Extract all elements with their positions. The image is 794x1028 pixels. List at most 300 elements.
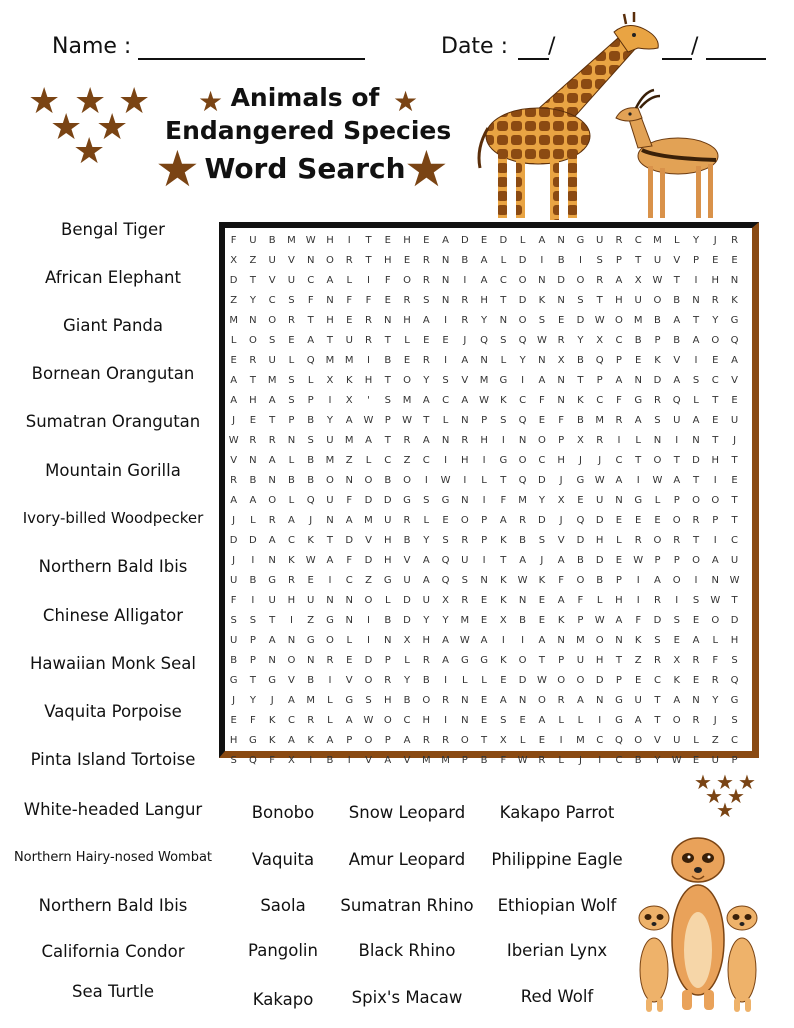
grid-letter[interactable]: A	[384, 754, 392, 766]
grid-letter[interactable]: P	[481, 514, 488, 526]
grid-letter[interactable]: O	[460, 514, 469, 526]
grid-letter[interactable]: I	[463, 474, 467, 486]
grid-letter[interactable]: P	[384, 414, 391, 426]
grid-letter[interactable]: I	[328, 674, 332, 686]
grid-letter[interactable]: K	[673, 674, 681, 686]
grid-letter[interactable]: R	[634, 534, 642, 546]
grid-letter[interactable]: H	[595, 534, 604, 546]
grid-letter[interactable]: Z	[711, 734, 719, 746]
grid-letter[interactable]: O	[383, 714, 392, 726]
grid-letter[interactable]: O	[653, 534, 662, 546]
grid-letter[interactable]: B	[576, 554, 584, 566]
grid-letter[interactable]: I	[251, 554, 255, 566]
grid-letter[interactable]: A	[634, 714, 642, 726]
grid-letter[interactable]: I	[367, 354, 370, 366]
grid-letter[interactable]: K	[307, 734, 314, 746]
grid-letter[interactable]: M	[441, 754, 450, 766]
grid-letter[interactable]: U	[576, 654, 585, 666]
grid-letter[interactable]: I	[636, 594, 640, 606]
grid-letter[interactable]: D	[518, 674, 527, 686]
grid-letter[interactable]: S	[230, 614, 237, 626]
grid-letter[interactable]: E	[230, 354, 237, 366]
grid-letter[interactable]: M	[595, 414, 604, 426]
grid-letter[interactable]: Y	[423, 534, 430, 546]
grid-letter[interactable]: A	[230, 394, 238, 406]
grid-letter[interactable]: A	[673, 694, 681, 706]
grid-letter[interactable]: Z	[365, 574, 372, 586]
grid-letter[interactable]: Q	[595, 354, 604, 366]
grid-letter[interactable]: B	[557, 254, 565, 266]
grid-letter[interactable]: L	[384, 594, 391, 606]
grid-letter[interactable]: R	[442, 734, 450, 746]
grid-letter[interactable]: R	[287, 314, 295, 326]
grid-letter[interactable]: O	[460, 734, 469, 746]
grid-letter[interactable]: R	[461, 294, 469, 306]
grid-letter[interactable]: F	[500, 494, 507, 506]
grid-letter[interactable]: Y	[249, 694, 256, 706]
grid-letter[interactable]: G	[480, 654, 488, 666]
grid-letter[interactable]: Q	[248, 754, 257, 766]
grid-letter[interactable]: O	[268, 314, 277, 326]
grid-letter[interactable]: B	[634, 754, 642, 766]
grid-letter[interactable]: A	[326, 274, 334, 286]
grid-letter[interactable]: A	[499, 694, 507, 706]
grid-letter[interactable]: R	[403, 514, 411, 526]
grid-letter[interactable]: H	[422, 714, 431, 726]
grid-letter[interactable]: H	[711, 454, 720, 466]
grid-letter[interactable]: I	[694, 354, 698, 366]
grid-letter[interactable]: L	[365, 454, 372, 466]
grid-letter[interactable]: F	[384, 274, 391, 286]
grid-letter[interactable]: O	[422, 694, 431, 706]
grid-letter[interactable]: J	[733, 434, 737, 446]
grid-letter[interactable]: E	[654, 514, 661, 526]
grid-letter[interactable]: L	[481, 674, 487, 686]
grid-letter[interactable]: R	[461, 594, 469, 606]
grid-letter[interactable]: T	[384, 374, 391, 386]
grid-letter[interactable]: W	[536, 334, 547, 346]
grid-letter[interactable]: K	[307, 534, 314, 546]
grid-letter[interactable]: A	[288, 694, 295, 706]
grid-letter[interactable]: A	[422, 394, 430, 406]
grid-letter[interactable]: Y	[692, 234, 700, 246]
grid-letter[interactable]: B	[249, 574, 257, 586]
grid-letter[interactable]: P	[249, 634, 256, 646]
grid-letter[interactable]: F	[558, 414, 565, 426]
grid-letter[interactable]: D	[653, 374, 662, 386]
grid-letter[interactable]: P	[461, 754, 468, 766]
grid-letter[interactable]: L	[307, 374, 314, 386]
grid-letter[interactable]: E	[307, 574, 314, 586]
grid-letter[interactable]: L	[519, 734, 526, 746]
grid-letter[interactable]: L	[288, 354, 295, 366]
grid-letter[interactable]: J	[309, 514, 313, 526]
grid-letter[interactable]: R	[326, 654, 334, 666]
grid-letter[interactable]: T	[500, 294, 507, 306]
grid-letter[interactable]: C	[422, 454, 430, 466]
grid-letter[interactable]: R	[654, 654, 661, 666]
grid-letter[interactable]: Q	[615, 734, 623, 746]
grid-letter[interactable]: E	[423, 334, 430, 346]
grid-letter[interactable]: U	[249, 234, 257, 246]
grid-letter[interactable]: I	[309, 754, 313, 766]
grid-letter[interactable]: D	[692, 454, 700, 466]
grid-letter[interactable]: P	[615, 254, 622, 266]
grid-letter[interactable]: G	[229, 674, 238, 686]
grid-letter[interactable]: A	[307, 334, 315, 346]
grid-letter[interactable]: R	[249, 354, 257, 366]
grid-letter[interactable]: I	[501, 434, 505, 446]
grid-letter[interactable]: K	[731, 294, 738, 306]
grid-letter[interactable]: I	[675, 434, 679, 446]
grid-letter[interactable]: L	[327, 694, 333, 706]
grid-letter[interactable]: I	[482, 454, 486, 466]
grid-letter[interactable]: P	[615, 674, 622, 686]
grid-letter[interactable]: R	[538, 754, 546, 766]
grid-letter[interactable]: J	[559, 514, 563, 526]
grid-letter[interactable]: U	[673, 734, 681, 746]
grid-letter[interactable]: N	[557, 234, 565, 246]
grid-letter[interactable]: N	[287, 434, 296, 446]
grid-letter[interactable]: A	[345, 514, 353, 526]
grid-letter[interactable]: C	[287, 714, 295, 726]
grid-letter[interactable]: Y	[577, 334, 584, 346]
grid-letter[interactable]: U	[268, 354, 276, 366]
grid-letter[interactable]: E	[442, 334, 449, 346]
grid-letter[interactable]: D	[229, 534, 238, 546]
grid-letter[interactable]: L	[288, 454, 295, 466]
grid-letter[interactable]: P	[712, 514, 719, 526]
grid-letter[interactable]: T	[731, 454, 738, 466]
grid-letter[interactable]: R	[461, 434, 469, 446]
grid-letter[interactable]: E	[615, 514, 623, 526]
grid-letter[interactable]: J	[578, 454, 582, 466]
grid-letter[interactable]: M	[653, 234, 662, 246]
grid-letter[interactable]: N	[518, 594, 527, 606]
grid-letter[interactable]: L	[442, 414, 449, 426]
grid-letter[interactable]: Q	[441, 574, 450, 586]
grid-letter[interactable]: J	[463, 334, 467, 346]
grid-letter[interactable]: V	[288, 254, 295, 266]
grid-letter[interactable]: J	[713, 234, 717, 246]
grid-letter[interactable]: U	[730, 414, 739, 426]
grid-letter[interactable]: T	[326, 534, 334, 546]
grid-letter[interactable]: S	[500, 714, 507, 726]
grid-letter[interactable]: Y	[249, 294, 256, 306]
grid-letter[interactable]: J	[232, 514, 236, 526]
grid-letter[interactable]: N	[692, 434, 700, 446]
grid-letter[interactable]: I	[521, 634, 525, 646]
grid-letter[interactable]: I	[598, 754, 602, 766]
grid-letter[interactable]: R	[461, 534, 469, 546]
grid-letter[interactable]: T	[731, 494, 738, 506]
grid-letter[interactable]: M	[287, 234, 296, 246]
grid-letter[interactable]: S	[538, 534, 546, 546]
grid-letter[interactable]: L	[404, 334, 410, 346]
grid-letter[interactable]: B	[654, 314, 661, 326]
grid-letter[interactable]: H	[403, 234, 411, 246]
grid-letter[interactable]: G	[460, 654, 469, 666]
grid-letter[interactable]: U	[326, 494, 334, 506]
grid-letter[interactable]: I	[367, 614, 370, 626]
grid-letter[interactable]: M	[479, 374, 489, 386]
grid-letter[interactable]: V	[673, 254, 681, 266]
grid-letter[interactable]: S	[692, 374, 700, 386]
grid-letter[interactable]: N	[441, 274, 450, 286]
grid-letter[interactable]: E	[480, 594, 488, 606]
grid-letter[interactable]: N	[615, 634, 623, 646]
grid-letter[interactable]: T	[538, 654, 545, 666]
grid-letter[interactable]: O	[537, 694, 546, 706]
grid-letter[interactable]: N	[384, 314, 392, 326]
grid-letter[interactable]: S	[731, 654, 738, 666]
grid-letter[interactable]: P	[249, 654, 256, 666]
grid-letter[interactable]: H	[461, 454, 469, 466]
grid-letter[interactable]: Y	[538, 494, 545, 506]
grid-letter[interactable]: G	[634, 394, 643, 406]
grid-letter[interactable]: A	[692, 634, 700, 646]
grid-letter[interactable]: I	[347, 754, 351, 766]
grid-letter[interactable]: M	[402, 394, 412, 406]
grid-letter[interactable]: Q	[730, 674, 739, 686]
grid-letter[interactable]: A	[692, 334, 700, 346]
grid-letter[interactable]: W	[305, 234, 316, 246]
grid-letter[interactable]: R	[422, 254, 430, 266]
grid-letter[interactable]: Q	[518, 334, 527, 346]
grid-letter[interactable]: T	[384, 434, 391, 446]
grid-letter[interactable]: V	[288, 674, 295, 686]
grid-letter[interactable]: Y	[326, 414, 334, 426]
grid-letter[interactable]: W	[536, 674, 547, 686]
grid-letter[interactable]: Z	[249, 254, 257, 266]
grid-letter[interactable]: N	[557, 374, 565, 386]
grid-letter[interactable]: K	[268, 734, 276, 746]
grid-letter[interactable]: P	[307, 394, 314, 406]
grid-letter[interactable]: T	[712, 434, 719, 446]
grid-letter[interactable]: U	[596, 234, 604, 246]
grid-letter[interactable]: R	[711, 674, 719, 686]
grid-letter[interactable]: M	[306, 694, 316, 706]
grid-letter[interactable]: S	[692, 594, 700, 606]
grid-letter[interactable]: A	[673, 474, 681, 486]
grid-letter[interactable]: N	[268, 554, 276, 566]
grid-letter[interactable]: H	[557, 454, 565, 466]
grid-letter[interactable]: W	[517, 754, 528, 766]
grid-letter[interactable]: D	[364, 654, 373, 666]
grid-letter[interactable]: A	[268, 454, 276, 466]
grid-letter[interactable]: P	[384, 734, 391, 746]
grid-letter[interactable]: E	[692, 754, 700, 766]
grid-letter[interactable]: T	[596, 294, 603, 306]
grid-letter[interactable]: U	[634, 294, 642, 306]
grid-letter[interactable]: O	[364, 474, 373, 486]
grid-letter[interactable]: E	[731, 254, 738, 266]
grid-letter[interactable]: I	[367, 634, 370, 646]
grid-letter[interactable]: T	[635, 254, 642, 266]
grid-letter[interactable]: K	[500, 534, 507, 546]
grid-letter[interactable]: P	[481, 414, 488, 426]
grid-letter[interactable]: A	[557, 554, 565, 566]
grid-letter[interactable]: H	[615, 294, 623, 306]
grid-letter[interactable]: Q	[730, 334, 739, 346]
grid-letter[interactable]: R	[557, 694, 565, 706]
grid-letter[interactable]: U	[268, 594, 276, 606]
grid-letter[interactable]: P	[558, 434, 565, 446]
grid-letter[interactable]: E	[635, 674, 642, 686]
grid-letter[interactable]: H	[615, 594, 623, 606]
grid-letter[interactable]: H	[249, 394, 257, 406]
grid-letter[interactable]: S	[577, 294, 584, 306]
grid-letter[interactable]: A	[499, 514, 507, 526]
grid-letter[interactable]: I	[521, 374, 525, 386]
grid-letter[interactable]: S	[596, 254, 603, 266]
grid-letter[interactable]: R	[422, 654, 430, 666]
grid-letter[interactable]: F	[346, 494, 353, 506]
grid-letter[interactable]: A	[480, 274, 488, 286]
grid-letter[interactable]: C	[653, 674, 661, 686]
grid-letter[interactable]: A	[230, 374, 238, 386]
grid-letter[interactable]: V	[557, 534, 565, 546]
grid-letter[interactable]: G	[730, 314, 739, 326]
grid-letter[interactable]: E	[557, 314, 565, 326]
grid-letter[interactable]: H	[364, 374, 373, 386]
grid-letter[interactable]: U	[422, 594, 430, 606]
grid-letter[interactable]: L	[500, 354, 507, 366]
grid-letter[interactable]: T	[500, 474, 507, 486]
grid-letter[interactable]: X	[288, 754, 295, 766]
grid-letter[interactable]: T	[673, 454, 680, 466]
grid-letter[interactable]: H	[383, 554, 392, 566]
grid-letter[interactable]: J	[540, 554, 544, 566]
grid-letter[interactable]: A	[480, 254, 488, 266]
grid-letter[interactable]: G	[345, 694, 354, 706]
grid-letter[interactable]: E	[692, 674, 700, 686]
grid-letter[interactable]: O	[576, 674, 585, 686]
grid-letter[interactable]: V	[654, 734, 661, 746]
grid-letter[interactable]: N	[268, 654, 276, 666]
grid-letter[interactable]: A	[422, 554, 430, 566]
grid-letter[interactable]: A	[249, 494, 257, 506]
grid-letter[interactable]: V	[268, 274, 276, 286]
grid-letter[interactable]: R	[287, 574, 295, 586]
grid-letter[interactable]: X	[673, 654, 681, 666]
grid-letter[interactable]: X	[345, 394, 353, 406]
grid-letter[interactable]: C	[499, 274, 507, 286]
grid-letter[interactable]: S	[461, 574, 468, 586]
grid-letter[interactable]: X	[442, 594, 449, 606]
grid-letter[interactable]: A	[345, 714, 353, 726]
grid-letter[interactable]: S	[249, 614, 257, 626]
grid-letter[interactable]: B	[422, 674, 430, 686]
grid-letter[interactable]: O	[634, 734, 643, 746]
grid-letter[interactable]: N	[461, 414, 469, 426]
grid-letter[interactable]: U	[229, 574, 238, 586]
grid-letter[interactable]: R	[422, 354, 430, 366]
grid-letter[interactable]: N	[326, 594, 334, 606]
grid-letter[interactable]: B	[287, 474, 295, 486]
grid-letter[interactable]: F	[577, 594, 584, 606]
grid-letter[interactable]: R	[307, 714, 315, 726]
grid-letter[interactable]: O	[403, 274, 411, 286]
grid-letter[interactable]: N	[653, 434, 662, 446]
grid-letter[interactable]: Z	[634, 654, 642, 666]
grid-letter[interactable]: E	[538, 414, 546, 426]
grid-letter[interactable]: E	[635, 514, 642, 526]
grid-letter[interactable]: B	[596, 574, 604, 586]
grid-letter[interactable]: N	[441, 434, 450, 446]
grid-letter[interactable]: U	[730, 554, 739, 566]
grid-letter[interactable]: H	[326, 234, 334, 246]
grid-letter[interactable]: L	[250, 514, 256, 526]
grid-letter[interactable]: P	[346, 734, 353, 746]
grid-letter[interactable]: L	[673, 234, 680, 246]
grid-letter[interactable]: R	[384, 674, 392, 686]
grid-letter[interactable]: E	[423, 234, 430, 246]
date-year-field[interactable]	[706, 58, 766, 60]
grid-letter[interactable]: N	[249, 454, 257, 466]
grid-letter[interactable]: S	[500, 414, 507, 426]
grid-letter[interactable]: J	[232, 554, 236, 566]
grid-letter[interactable]: R	[654, 394, 661, 406]
grid-letter[interactable]: G	[576, 234, 585, 246]
grid-letter[interactable]: C	[615, 754, 623, 766]
grid-letter[interactable]: E	[538, 734, 546, 746]
grid-letter[interactable]: T	[692, 474, 700, 486]
grid-letter[interactable]: O	[326, 474, 334, 486]
grid-letter[interactable]: K	[500, 594, 507, 606]
grid-letter[interactable]: O	[326, 634, 334, 646]
grid-letter[interactable]: Q	[576, 514, 585, 526]
grid-letter[interactable]: O	[595, 634, 604, 646]
grid-letter[interactable]: I	[463, 274, 467, 286]
grid-letter[interactable]: K	[538, 294, 546, 306]
grid-letter[interactable]: O	[287, 654, 296, 666]
grid-letter[interactable]: G	[615, 694, 623, 706]
grid-letter[interactable]: V	[365, 534, 372, 546]
grid-letter[interactable]: I	[444, 714, 448, 726]
grid-letter[interactable]: D	[499, 234, 508, 246]
grid-letter[interactable]: B	[268, 234, 276, 246]
grid-letter[interactable]: S	[442, 534, 449, 546]
grid-letter[interactable]: N	[480, 354, 488, 366]
grid-letter[interactable]: F	[500, 754, 507, 766]
grid-letter[interactable]: H	[422, 634, 431, 646]
grid-letter[interactable]: W	[440, 474, 451, 486]
grid-letter[interactable]: B	[307, 474, 315, 486]
grid-letter[interactable]: Y	[712, 694, 719, 706]
grid-letter[interactable]: I	[444, 354, 448, 366]
grid-letter[interactable]: E	[538, 594, 546, 606]
grid-letter[interactable]: E	[480, 234, 488, 246]
grid-letter[interactable]: N	[499, 314, 508, 326]
grid-letter[interactable]: S	[654, 414, 661, 426]
grid-letter[interactable]: T	[692, 534, 700, 546]
grid-letter[interactable]: F	[250, 714, 256, 726]
grid-letter[interactable]: P	[384, 654, 391, 666]
grid-letter[interactable]: M	[633, 314, 643, 326]
grid-letter[interactable]: W	[228, 434, 239, 446]
grid-letter[interactable]: A	[615, 614, 623, 626]
grid-letter[interactable]: K	[500, 654, 507, 666]
grid-letter[interactable]: R	[654, 594, 661, 606]
grid-letter[interactable]: V	[673, 354, 681, 366]
grid-letter[interactable]: D	[403, 594, 411, 606]
grid-letter[interactable]: L	[693, 394, 699, 406]
grid-letter[interactable]: S	[268, 334, 276, 346]
grid-letter[interactable]: W	[517, 574, 528, 586]
grid-letter[interactable]: A	[673, 314, 681, 326]
grid-letter[interactable]: E	[442, 514, 449, 526]
